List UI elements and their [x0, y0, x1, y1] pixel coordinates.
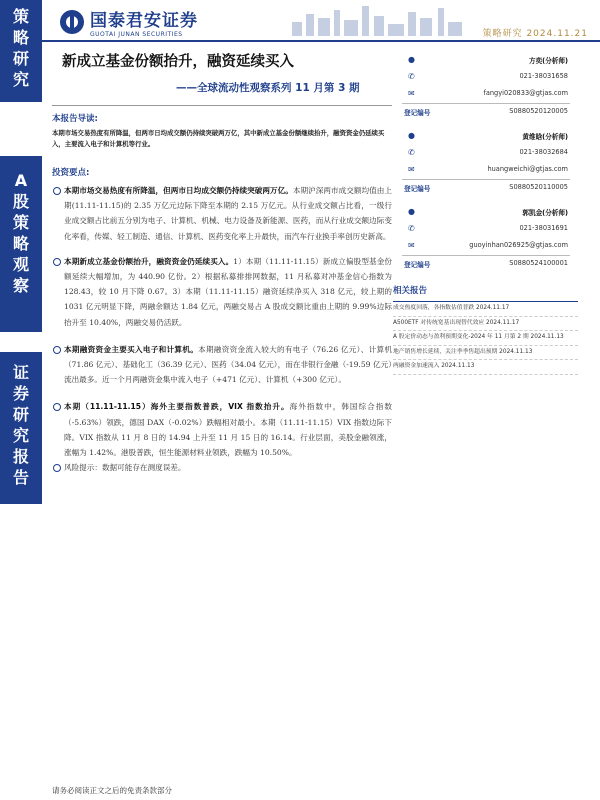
sidebar-char: 证	[12, 363, 29, 382]
report-category-date: 策略研究 2024.11.21	[482, 29, 588, 39]
sidebar-char: 略	[12, 28, 29, 47]
person-icon: ●	[408, 55, 415, 64]
sidebar-char: 券	[12, 384, 29, 403]
sidebar-char: 研	[12, 405, 29, 424]
point-text: 本期沪深两市成交额均值由上期(11.11-11.15)的 2.35 万亿元边际下降至本期的 2.15 万亿元。从行业成交额占比看，一级行业成交额占比前五分别为电子、计算机、机械、电力设备及新能源、医药，而从行业成交额边际变化率看，传媒、轻工制造、通信、计算机、医药变化率上升最快，而汽车行业换手率创历史新高。	[64, 186, 392, 241]
reg-label: 登记编号	[404, 109, 431, 117]
analyst-name: 方奕(分析师)	[529, 57, 568, 65]
phone-icon: ✆	[408, 148, 415, 157]
sidebar-char: 究	[12, 70, 29, 89]
phone-icon: ✆	[408, 224, 415, 233]
investment-point	[52, 399, 392, 460]
sidebar-label-a-share-observation	[0, 156, 42, 332]
person-icon: ●	[408, 131, 415, 140]
point-text: 海外指数中，韩国综合指数（-5.63%）领跌，德国 DAX（-0.02%）跌幅相对最小。本期（11.11-11.15）VIX 指数边际下降。VIX 指数从 11 月 8 日的 14.94 上升至 11 月 15 日的 16.14。行业层面，美股金融领涨，涨幅为 1.42%。港股普跌，恒生能源材料业领跌，跌幅为 10.50%。	[64, 402, 393, 458]
logo-mark-icon	[60, 10, 84, 34]
sidebar-char: 究	[12, 426, 29, 445]
skyline-decoration-icon	[282, 4, 482, 36]
main-content	[52, 112, 392, 475]
analyst-card	[402, 204, 570, 280]
related-report-link[interactable]: 成交热度回落，各指数估值普跌 2024.11.17	[393, 302, 578, 317]
related-report-link[interactable]: A 股定价动态与盈利预期变化-2024 年 11 月第 2 期 2024.11.13	[393, 331, 578, 346]
investment-point	[52, 183, 392, 244]
analyst-card	[402, 128, 570, 204]
company-logo	[60, 6, 198, 38]
analyst-phone: 021-38031658	[519, 72, 568, 80]
point-lead: 本期新成立基金份额抬升，融资资金仍延续买入。	[64, 256, 234, 266]
point-lead: 本期市场交易热度有所降温，但两市日均成交额仍持续突破两万亿。	[64, 186, 293, 195]
sidebar-char: 告	[12, 468, 29, 487]
phone-icon: ✆	[408, 72, 415, 81]
sidebar-label-securities-report	[0, 352, 42, 504]
sidebar-char: 略	[12, 234, 29, 253]
sidebar-char: 察	[12, 276, 29, 295]
analyst-email[interactable]: huangweichi@gtjas.com	[487, 165, 568, 173]
person-icon: ●	[408, 207, 415, 216]
sidebar-char: 策	[12, 7, 29, 26]
point-text: 1）本期（11.11-11.15）新成立偏股型基金份额延续大幅增加，为 440.90 亿份。2）根据私募排排网数据，11 月私募对冲基金信心指数为 128.43，较 10 月下降 0.67。3）本期（11.11-11.15）融资延续净买入 318 亿元，较上期的 1031 亿元明显下降，两融余额达 1.84 亿元，两融交易占 A 股成交额比重由上期的 9.99%边际抬升至 10.40%，两融交易仍活跃。	[64, 256, 393, 327]
point-lead: 本期（11.11-11.15）海外主要指数普跌，VIX 指数抬升。	[64, 402, 290, 412]
related-report-link[interactable]: 两融资金加速流入 2024.11.13	[393, 360, 578, 375]
analyst-reg-number: S0880520120005	[509, 107, 568, 115]
related-heading: 相关报告	[393, 284, 578, 302]
risk-warning	[52, 460, 392, 475]
email-icon: ✉	[408, 241, 415, 250]
sidebar-char: 报	[12, 447, 29, 466]
guide-text: 本期市场交易热度有所降温，但两市日均成交额仍持续突破两万亿，其中新成立基金份额继续抬升，融资资金仍延续买入，主要流入电子和计算机等行业。	[52, 129, 385, 148]
analyst-reg-number: S0880524100001	[509, 259, 568, 267]
sidebar-label-strategy-research	[0, 0, 42, 102]
guide-heading: 本报告导读:	[52, 114, 98, 124]
analyst-email[interactable]: fangyi020833@gtjas.com	[483, 89, 568, 97]
risk-text: 风险提示：数据可能存在测度误差。	[64, 463, 186, 473]
logo-name-cn: 国泰君安证券	[90, 11, 198, 31]
page-subtitle: ——全球流动性观察系列 11 月第 3 期	[176, 82, 360, 94]
disclaimer-footer: 请务必阅读正文之后的免责条款部分	[52, 786, 172, 795]
analyst-phone: 021-38031691	[519, 224, 568, 232]
reg-label: 登记编号	[404, 261, 431, 269]
sidebar-char: 研	[12, 49, 29, 68]
page-title: 新成立基金份额抬升，融资延续买入	[62, 54, 294, 70]
analyst-reg-number: S0880520110005	[509, 183, 568, 191]
analyst-panel	[402, 52, 570, 280]
points-heading: 投资要点:	[52, 168, 90, 178]
analyst-email[interactable]: guoyinhan026925@gtjas.com	[469, 241, 568, 249]
left-sidebar	[0, 0, 42, 800]
sidebar-char: 股	[12, 192, 29, 211]
analyst-card	[402, 52, 570, 128]
email-icon: ✉	[408, 89, 415, 98]
investment-point	[52, 342, 392, 388]
reg-label: 登记编号	[404, 185, 431, 193]
sidebar-char: 观	[12, 255, 29, 274]
point-lead: 本期融资资金主要买入电子和计算机。	[64, 344, 199, 354]
investment-point	[52, 254, 392, 330]
page-header	[42, 0, 600, 44]
analyst-name: 黄维晗(分析师)	[522, 133, 568, 141]
sidebar-char: 策	[12, 213, 29, 232]
point-text: 本期融资资金流入较大的有电子（76.26 亿元）、计算机（71.86 亿元）、基础化工（36.39 亿元）、医药（34.04 亿元），而在非银行金融（-19.59 亿元）流出最多。近一个月两融资金集中流入电子（+471 亿元）、计算机（+300 亿元）。	[64, 344, 393, 385]
related-report-link[interactable]: 地产销售增长延续，关注季季售超出预期 2024.11.13	[393, 346, 578, 361]
related-reports	[393, 284, 578, 375]
analyst-name: 郭凯金(分析师)	[522, 209, 568, 217]
logo-name-en: GUOTAI JUNAN SECURITIES	[90, 31, 183, 38]
sidebar-char: A	[14, 171, 28, 190]
header-divider	[42, 40, 600, 42]
email-icon: ✉	[408, 165, 415, 174]
related-report-link[interactable]: A500ETF 对传统宽基出现替代效应 2024.11.17	[393, 317, 578, 332]
title-divider	[52, 105, 392, 106]
analyst-phone: 021-38032684	[519, 148, 568, 156]
